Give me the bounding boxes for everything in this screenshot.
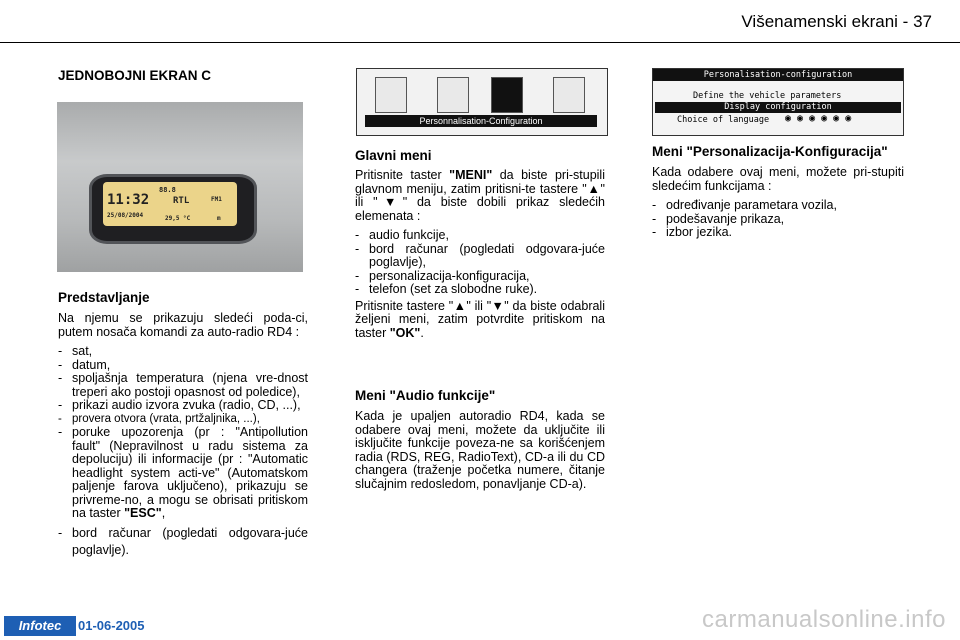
page-number: 37 [913,12,932,31]
infotec-logo: Infotec [4,616,76,636]
header-rule [0,42,960,43]
ok-key: "OK" [389,325,421,340]
list-item: - određivanje parametara vozila, [652,199,904,213]
list-item: - prikazi audio izvora zvuka (radio, CD, ...), [58,399,308,413]
col2-audio [355,388,605,491]
audio-menu-title: Meni "Audio funkcije" [355,388,496,403]
config-menu-text: Kada odabere ovaj meni, možete pri-stupiti sledećim funkcijama : [652,165,904,193]
list-item: - spoljašnja temperatura (njena vre-dnost treperi ako postoji opasnost od poledice), [58,372,308,399]
list-item: - provera otvora (vrata, prtžaljnika, ...), [58,413,308,427]
fuel-pump-icon [437,77,469,113]
col1-text [58,290,308,559]
header-separator: - [902,12,909,31]
header-title: Višenamenski ekrani [741,12,898,31]
display-photo [57,102,303,272]
intro-text: Na njemu se prikazuju sledeći poda-ci, putem nosača komandi za auto-radio RD4 : [58,311,308,339]
config-menu-title: Meni "Personalizacija-Konfiguracija" [652,144,888,159]
list-item-warnings [58,426,308,521]
main-menu-title: Glavni meni [355,148,432,163]
list-item: - bord računar (pogledati odgovara-juće poglavlje), [355,243,605,270]
lcd-mode: FM1 [211,196,222,203]
meni-key: "MENI" [449,168,493,182]
config-line-1: Define the vehicle parameters [693,91,842,101]
lcd-time: 11:32 [107,192,150,208]
settings-icon [491,77,523,113]
config-screen-title: Personalisation-configuration [653,69,903,81]
audio-menu-text: Kada je upaljen autoradio RD4, kada se odabere ovaj meni, možete da uključite ili isključite funkcije poveza-ne sa korišćenjem radia (RDS, REG, RadioText), CD-a ili du CD changera (traženje početka numere, čitanje slučajnim redosledom, ponavljanje CD-a). [355,409,605,491]
select-text [355,300,605,341]
watermark: carmanualsonline.info [702,606,946,633]
section-title: JEDNOBOJNI EKRAN C [58,68,212,83]
select-end: . [420,325,424,340]
menu-bar-label: Personnalisation-Configuration [365,115,597,127]
lcd-unit: m [217,215,221,222]
language-flags-icon: ◉ ◉ ◉ ◉ ◉ ◉ [785,113,852,124]
config-line-3: Choice of language [677,115,770,125]
list-item: - podešavanje prikaza, [652,213,904,227]
list-item: - audio funkcije, [355,229,605,243]
list-item: - izbor jezika. [652,226,904,240]
list-item: - personalizacija-konfiguracija, [355,270,605,284]
lcd-temp: 29,5 °C [165,215,191,222]
warn-end: , [161,506,166,520]
config-screen [652,68,904,136]
footer-date: 01-06-2005 [78,618,145,633]
list-item: - telefon (set za slobodne ruke). [355,283,605,297]
main-text-2: da biste pri-stupili glavnom meniju, zatim pritisni-te tastere "▲" ili "▼" da biste dobili prikaz sledećih elemenata : [355,168,605,223]
main-text-1: Pritisnite taster [355,168,450,182]
warn-text: poruke upozorenja (pr : "Antipollution fault" (Nepravilnost u radu sistema za depoluciju) ili informacije (pr : "Automatic headlight system acti-ve" (Automatskom paljenje farova uključeno), prikazuju se privreme-no, a mogu se obrisati pritiskom na taster [72,425,308,520]
config-line-2: Display configuration [655,102,901,113]
lcd-station: RTL [173,196,190,206]
config-list [652,199,904,240]
col3-text [652,144,904,240]
main-menu-list [355,229,605,297]
esc-key: "ESC" [124,506,162,520]
lcd-screen [103,182,237,226]
main-menu-text [355,169,605,223]
intro-title: Predstavljanje [58,290,150,305]
phone-icon [553,77,585,113]
main-menu-screen [356,68,608,136]
list-item: - datum, [58,359,308,373]
page-header [741,12,932,32]
list-item: - sat, [58,345,308,359]
select-text-body: Pritisnite tastere "▲" ili "▼" da biste odabrali željeni meni, zatim potvrdite pritiskom na taster [355,298,605,340]
col2-main [355,148,605,340]
lcd-date: 25/08/2004 [107,212,144,219]
list-item: - bord računar (pogledati odgovara-juće poglavlje). [58,525,308,559]
lcd-freq: 88.8 [159,186,176,194]
info-list [58,345,308,559]
audio-icon [375,77,407,113]
